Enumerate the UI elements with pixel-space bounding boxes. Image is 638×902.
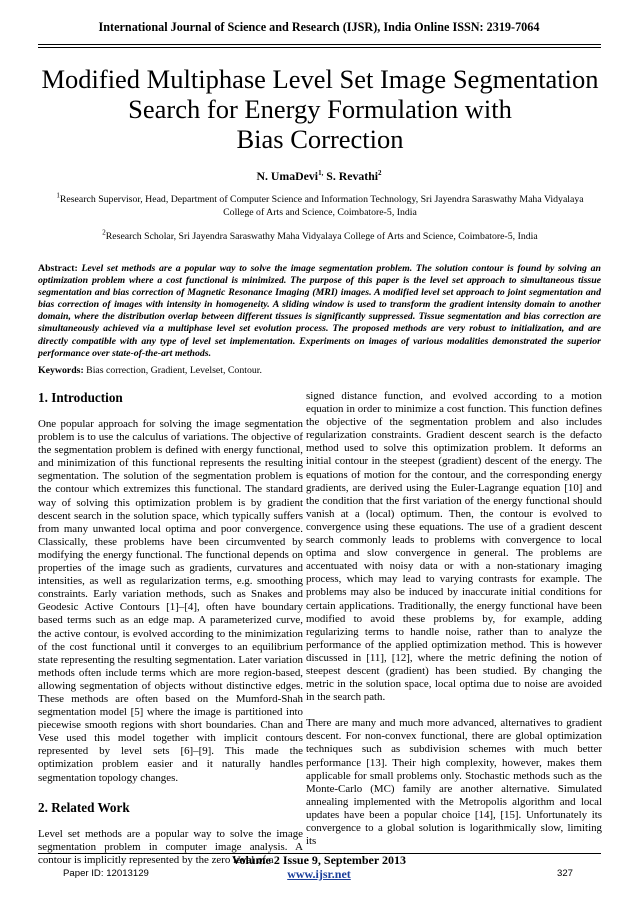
abstract-text: Level set methods are a popular way to solve the image segmentation problem. The solution contour is found by solving an optimization problem where a cost functional is minimized. The purpose of this paper is the level set approach to simultaneous tissue segmentation and bias correction of Magnetic Resonance Imaging (MRI) images. A modified level set approach to joint segmentation and bias correction of images with intensity in homogeneity. A sliding window is used to transform the gradient intensity domain to another domain, where the distribution overlap between different tissues is significantly suppressed. Tissue segmentation and bias correction are simultaneously achieved via a multiphase level set evolution process. The proposed methods are very robust to initialization, and are directly compatible with any type of level set implementation. Experiments on images of various modalities demonstrated the superior performance over state-of-the-art methods. xyxy=(38,263,601,359)
abstract xyxy=(38,263,601,360)
title-line-2: Search for Energy Formulation with xyxy=(128,94,512,124)
footer-page-number: 327 xyxy=(557,868,574,879)
affiliation-2 xyxy=(40,228,600,244)
title-line-1: Modified Multiphase Level Set Image Segmentation xyxy=(41,64,599,94)
author-name-1: N. UmaDevi xyxy=(256,169,319,183)
title-line-3: Bias Correction xyxy=(236,124,404,154)
affiliation-sup: 1 xyxy=(56,191,60,200)
right-paragraph-2: There are many and much more advanced, alternatives to gradient descent. For non-convex functional, there are global optimization techniques such as subdivision schemes with much better performance [13]. Their high complexity, however, makes them applicable for small problems only. Stochastic methods such as the Monte-Carlo (MC) family are another alternative. Simulated annealing implemented with the Metropolis algorithm and local updates have been a popular choice [14], [15]. Unfortunately its convergence to a global solution is logarithmically slow, limiting its xyxy=(306,717,602,848)
section-heading-related-work: 2. Related Work xyxy=(38,799,130,815)
author-list xyxy=(0,169,638,184)
section-heading-introduction: 1. Introduction xyxy=(38,390,123,405)
footer-website-link[interactable]: www.ijsr.net xyxy=(287,867,351,881)
author-sup-1: 1, xyxy=(318,169,324,178)
right-paragraph-1: signed distance function, and evolved according to a motion equation in order to minimize a cost function. This function defines the objective of the segmentation problem and also includes regularization constraints. Gradient descent search is the defacto method used to solve this optimization problem. It deforms an initial contour in the steepest (gradient) descent of the energy. The equations of motion for the contour, and the corresponding energy gradients, are derived using the Euler-Lagrange equation [10] and the condition that the first variation of the energy functional should vanish at a (local) optimum. Then, the contour is evolved to convergence using these equations. The use of a gradient descent search commonly leads to problems with convergence to local optima and slow convergence in general. The problems are accentuated with noisy data or with a non-stationary imaging process, which may lead to varying contrasts for example. The problems may also be induced by inaccurate initial conditions for certain applications. Traditionally, the energy functional have been modified to avoid these problems by, for example, adding regularizing terms to handle noise, rather than to analyze the performance of the applied optimization method. This is however discussed in [11], [12], where the metric defining the notion of steepest descent (gradient) has been studied. By changing the metric in the solution space, local optima due to noise are avoided in the search path. xyxy=(306,390,602,704)
author-name-2: S. Revathi xyxy=(323,169,379,183)
footer-paper-id: Paper ID: 12013129 xyxy=(63,868,149,879)
abstract-label: Abstract: xyxy=(38,263,82,274)
affiliation-sup: 2 xyxy=(102,228,106,237)
keywords-text: Bias correction, Gradient, Levelset, Contour. xyxy=(86,365,262,376)
header-rule-top xyxy=(38,44,601,45)
paper-title xyxy=(40,64,600,154)
journal-header: International Journal of Science and Research (IJSR), India Online ISSN: 2319-7064 xyxy=(98,20,540,34)
related-work-paragraph: Level set methods are a popular way to solve the image segmentation problem in computer image analysis. A contour is implicitly represented by the zero level of a xyxy=(38,827,303,866)
keywords-label: Keywords: xyxy=(38,365,87,376)
affiliation-text: Research Supervisor, Head, Department of Computer Science and Information Technology, Sri Jayendra Saraswathy Maha Vidyalaya College of Arts and Science, Coimbatore-5, India xyxy=(59,194,584,218)
affiliation-1 xyxy=(40,191,600,219)
author-sup-2: 2 xyxy=(378,169,382,178)
introduction-paragraph: One popular approach for solving the image segmentation problem is to use the calculus of variations. The objective of the segmentation problem is defined with energy functional, and minimization of this functional represents the resulting segmentation. The solution of the segmentation problem is the contour which extremizes this functional. The standard way of solving this optimization problem is by gradient descent search in the solution space, which typically suffers from many unwanted local optima and poor convergence. Classically, these problems have been circumvented by modifying the energy functional. The functional depends on properties of the image such as gradients, curvatures and intensities, as well as regularization terms, e.g. smoothing constraints. Early variation methods, such as Snakes and Geodesic Active Contours [1]–[4], often have boundary based terms such as an edge map. A parameterized curve, the active contour, is evolved according to the minimization of the cost functional until it converges to an equilibrium state representing the resulting segmentation. Later variation methods often include terms which are more region-based, allowing segmentation of objects without distinctive edges. These methods are often based on the Mumford-Shah segmentation model [5] where the image is partitioned into piecewise smooth regions with short boundaries. Chan and Vese used this model together with implicit contours represented by level sets [6]–[9]. This made the optimization problem easier and it naturally handles segmentation topology changes. xyxy=(38,418,303,784)
left-column xyxy=(38,390,303,867)
right-column xyxy=(305,390,602,848)
footer-issue: Volume 2 Issue 9, September 2013 xyxy=(231,853,406,867)
header-rule-bottom xyxy=(38,47,601,48)
affiliation-text: Research Scholar, Sri Jayendra Saraswathy Maha Vidyalaya College of Arts and Science, Coimbatore-5, India xyxy=(105,231,538,242)
keywords xyxy=(38,365,601,376)
